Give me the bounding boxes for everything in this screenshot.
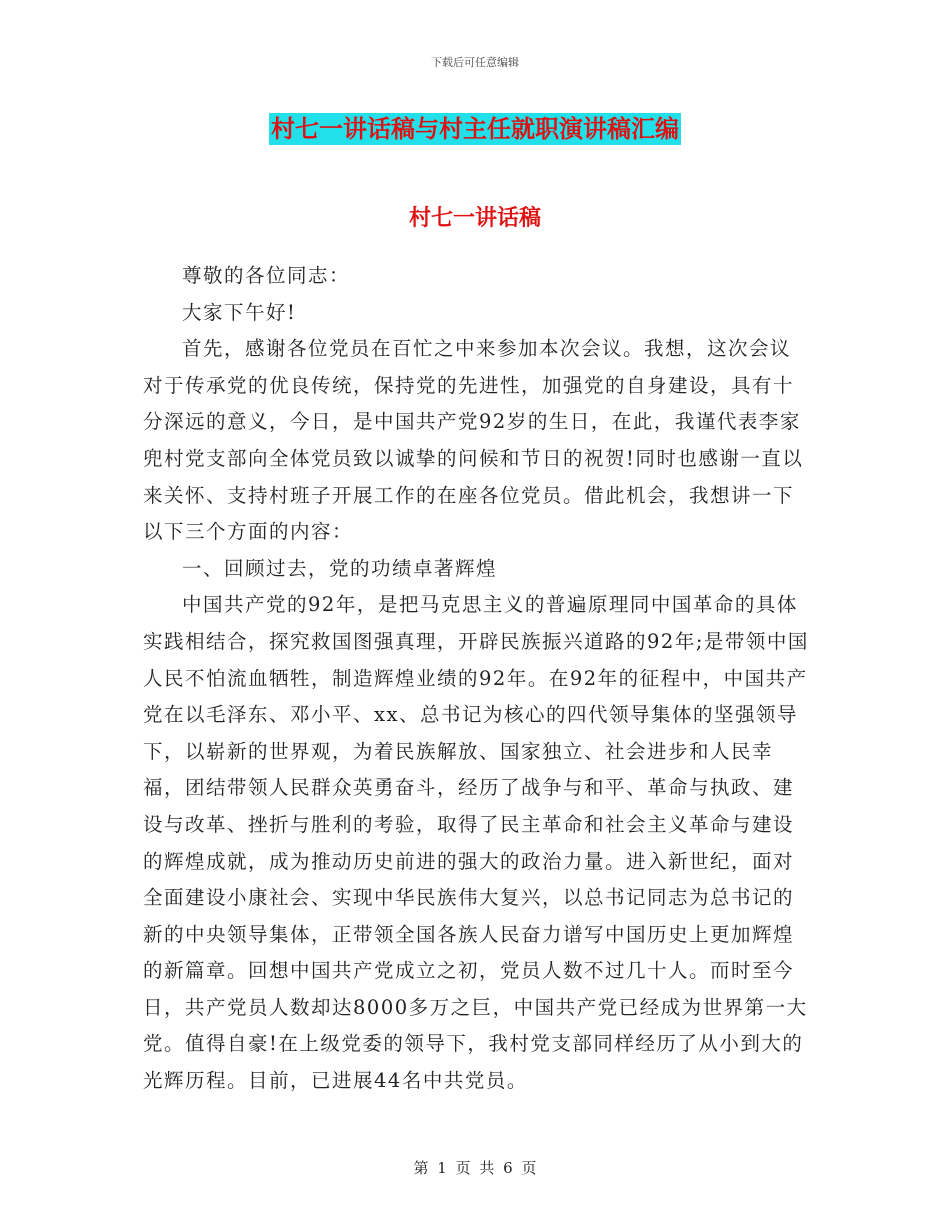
document-title: 村七一讲话稿与村主任就职演讲稿汇编 — [271, 114, 679, 143]
greeting-paragraph: 尊敬的各位同志： — [182, 264, 351, 287]
page-footer: 第 1 页 共 6 页 — [413, 1159, 537, 1177]
section-title: 村七一讲话稿 — [408, 205, 541, 231]
salutation-paragraph: 大家下午好! — [182, 300, 297, 324]
section-heading-1: 一、回顾过去，党的功绩卓著辉煌 — [182, 556, 498, 580]
page-header-note: 下载后可任意编辑 — [431, 56, 519, 69]
document-body — [143, 222, 811, 1100]
history-paragraph: 中国共产党的92年，是把马克思主义的普遍原理同中国革命的具体实践相结合，探究救国图强真理，开辟民族振兴道路的92年;是带领中国人民不怕流血牺牲，制造辉煌业绩的92年。在92年的征程中，中国共产党在以毛泽东、邓小平、xx、总书记为核心的四代领导集体的坚强领导下，以崭新的世界观，为着民族解放、国家独立、社会进步和人民幸福，团结带领人民群众英勇奋斗，经历了战争与和平、革命与执政、建设与改革、挫折与胜利的考验，取得了民主革命和社会主义革命与建设的辉煌成就，成为推动历史前进的强大的政治力量。进入新世纪，面对全面建设小康社会、实现中华民族伟大复兴，以总书记同志为总书记的新的中央领导集体，正带领全国各族人民奋力谱写中国历史上更加辉煌的新篇章。回想中国共产党成立之初，党员人数不过几十人。而时至今日，共产党员人数却达8000多万之巨，中国共产党已经成为世界第一大党。值得自豪!在上级党委的领导下，我村党支部同样经历了从小到大的光辉历程。目前，已进展44名中共党员。 — [143, 593, 809, 1093]
opening-paragraph: 首先，感谢各位党员在百忙之中来参加本次会议。我想，这次会议对于传承党的优良传统，保持党的先进性，加强党的自身建设，具有十分深远的意义，今日，是中国共产党92岁的生日，在此，我谨代表李家兜村党支部向全体党员致以诚挚的问候和节日的祝贺!同时也感谢一直以来关怀、支持村班子开展工作的在座各位党员。借此机会，我想讲一下以下三个方面的内容： — [143, 337, 804, 544]
document-title-wrap — [0, 113, 950, 145]
